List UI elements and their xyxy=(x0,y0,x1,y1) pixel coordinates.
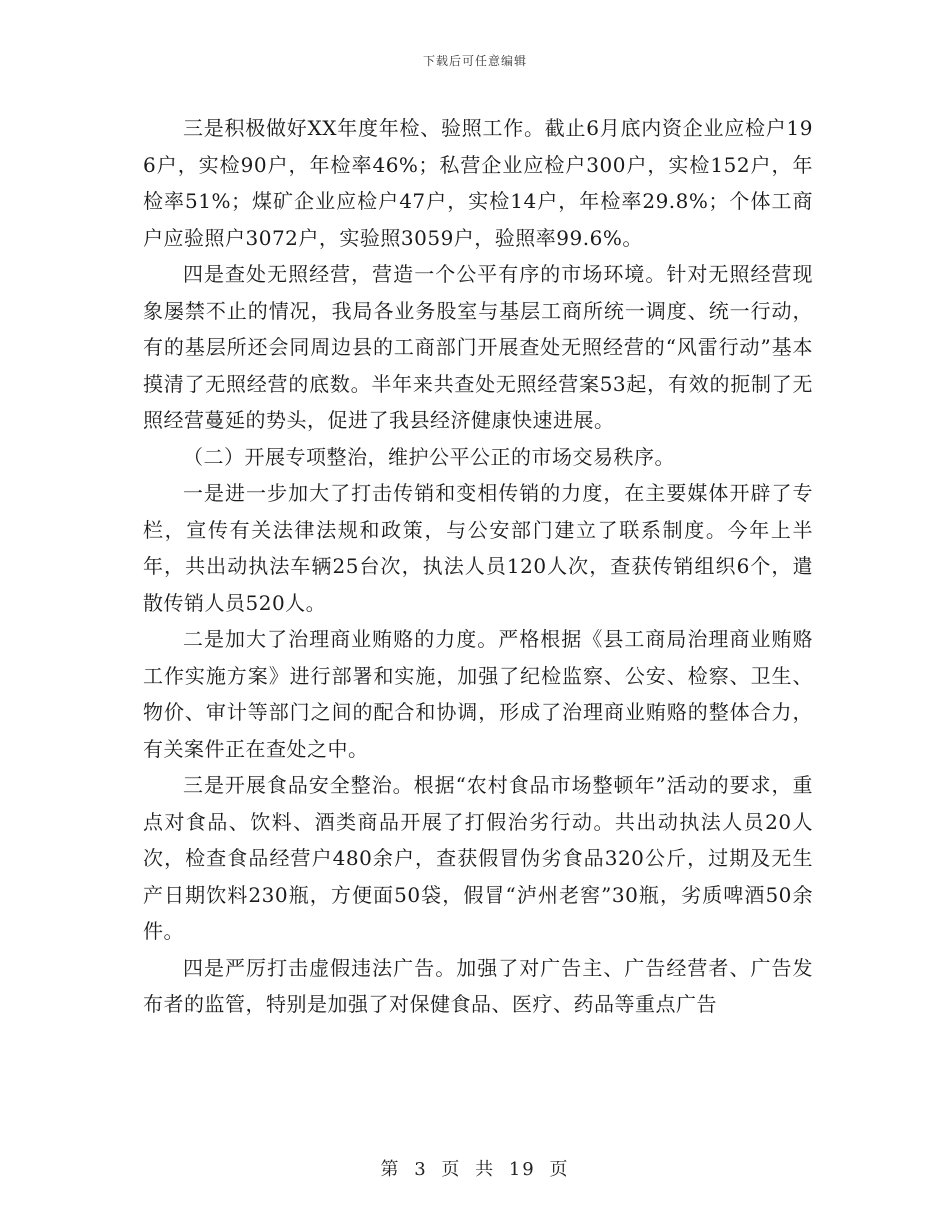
page-header-note: 下载后可任意编辑 xyxy=(422,54,527,68)
paragraph-pyramid-selling: 一是进一步加大了打击传销和变相传销的力度，在主要媒体开辟了专栏，宣传有关法律法规和政策，与公安部门建立了联系制度。今年上半年，共出动执法车辆25台次，执法人员120人次，查获传销组织6个，遣散传销人员520人。 xyxy=(143,481,813,615)
page-number: 第 3 页 共 19 页 xyxy=(380,1159,570,1180)
paragraph-annual-inspection: 三是积极做好XX年度年检、验照工作。截止6月底内资企业应检户196户，实检90户，年检率46%；私营企业应检户300户，实检152户，年检率51%；煤矿企业应检户47户，实检14户，年检率29.8%；个体工商户应验照户3072户，实验照3059户，验照率99.6%。 xyxy=(143,116,813,250)
paragraph-false-advertising: 四是严厉打击虚假违法广告。加强了对广告主、广告经营者、广告发布者的监管，特别是加强了对保健食品、医疗、药品等重点广告 xyxy=(143,955,813,1016)
section-heading-special-rectification: （二）开展专项整治，维护公平公正的市场交易秩序。 xyxy=(183,444,675,469)
paragraph-commercial-bribery: 二是加大了治理商业贿赂的力度。严格根据《县工商局治理商业贿赂工作实施方案》进行部署和实施，加强了纪检监察、公安、检察、卫生、物价、审计等部门之间的配合和协调，形成了治理商业贿赂的整体合力，有关案件正在查处之中。 xyxy=(143,627,813,761)
paragraph-unlicensed-business: 四是查处无照经营，营造一个公平有序的市场环境。针对无照经营现象屡禁不止的情况，我局各业务股室与基层工商所统一调度、统一行动，有的基层所还会同周边县的工商部门开展查处无照经营的“风雷行动”基本摸清了无照经营的底数。半年来共查处无照经营案53起，有效的扼制了无照经营蔓延的势头，促进了我县经济健康快速进展。 xyxy=(143,262,813,432)
document-body xyxy=(143,110,813,1023)
paragraph-food-safety: 三是开展食品安全整治。根据“农村食品市场整顿年”活动的要求，重点对食品、饮料、酒类商品开展了打假治劣行动。共出动执法人员20人次，检查食品经营户480余户，查获假冒伪劣食品320公斤，过期及无生产日期饮料230瓶，方便面50袋，假冒“泸州老窖”30瓶，劣质啤酒50余件。 xyxy=(143,773,813,943)
